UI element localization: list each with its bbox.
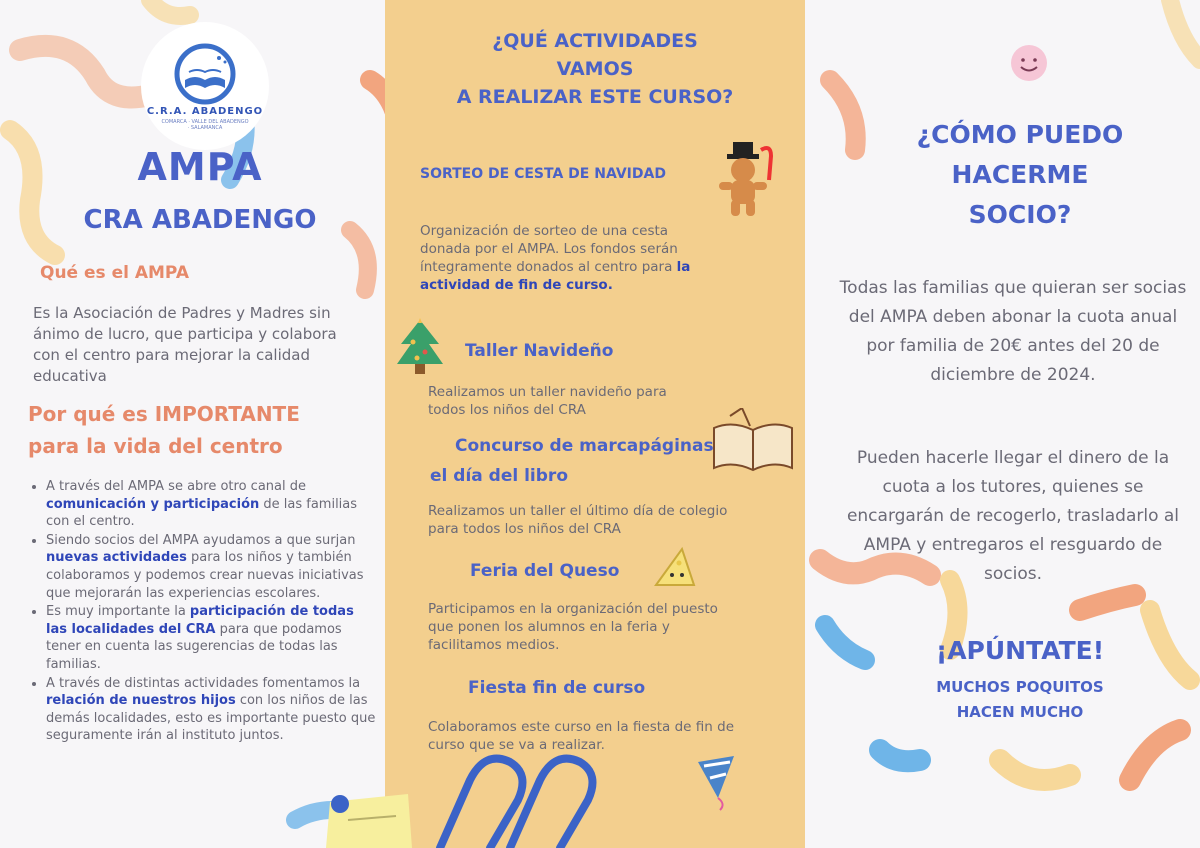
- activity-text-raffle: Organización de sorteo de una cesta donada por el AMPA. Los fondos serán íntegramente donados al centro para la actividad de fin de curso.: [420, 223, 691, 293]
- page-subtitle: CRA ABADENGO: [83, 205, 317, 235]
- christmas-tree-icon: [395, 318, 445, 380]
- list-item: • A través del AMPA se abre otro canal de comunicación y participación de las familias con el centro.: [46, 478, 378, 531]
- what-text: Es la Asociación de Padres y Madres sin ánimo de lucro, que participa y colabora con el centro para mejorar la calidad educativa: [33, 304, 337, 385]
- open-book-icon: [710, 408, 796, 476]
- activity-title-workshop: Taller Navideño: [465, 341, 614, 361]
- membership-paragraph-2: Pueden hacerle llegar el dinero de la cuota a los tutores, quienes se encargarán de recogerlo, trasladarlo al AMPA y entregaros el resguardo de socios.: [846, 448, 1180, 584]
- activity-title-bookmarks-line-2: el día del libro: [430, 466, 568, 486]
- middle-heading-line-1: ¿QUÉ ACTIVIDADES: [492, 30, 698, 52]
- right-heading-line-3: SOCIO?: [968, 200, 1072, 229]
- activity-text-end-of-year: Colaboramos este curso en la fiesta de fin de curso que se va a realizar.: [428, 719, 734, 753]
- school-logo: [141, 22, 269, 150]
- what-heading: Qué es el AMPA: [40, 263, 189, 283]
- activity-title-bookmarks: Concurso de marcapáginas: [455, 436, 714, 456]
- signup-call-to-action: ¡APÚNTATE!: [935, 636, 1105, 665]
- activity-title-end-of-year: Fiesta fin de curso: [468, 678, 646, 698]
- gingerbread-icon: [715, 140, 775, 220]
- activity-title-raffle: SORTEO DE CESTA DE NAVIDAD: [420, 166, 666, 182]
- list-item: • Siendo socios del AMPA ayudamos a que surjan nuevas actividades para los niños y también colaboramos y podemos crear nuevas iniciativas que mejorarán las experiencias escolares.: [46, 532, 378, 602]
- logo-text: C.R.A. ABADENGO: [146, 106, 264, 117]
- slogan-line-2: HACEN MUCHO: [956, 703, 1084, 721]
- why-heading-line-1: Por qué es IMPORTANTE: [28, 402, 300, 426]
- why-heading-line-2: para la vida del centro: [28, 434, 283, 458]
- benefits-list: [28, 478, 378, 746]
- logo-emblem-icon: [141, 22, 269, 112]
- right-heading-line-2: HACERME: [951, 160, 1089, 189]
- middle-heading-line-3: A REALIZAR ESTE CURSO?: [456, 86, 734, 108]
- party-hat-icon: [690, 752, 744, 812]
- right-heading: [880, 115, 1160, 235]
- list-item: • Es muy importante la participación de todas las localidades del CRA para que podamos tener en cuenta las sugerencias de todas las familias.: [46, 603, 378, 673]
- right-heading-line-1: ¿CÓMO PUEDO: [916, 120, 1124, 149]
- activity-text-cheese-fair: Participamos en la organización del puesto que ponen los alumnos en la feria y facilitamos medios.: [428, 601, 718, 653]
- smiley-icon: [1008, 42, 1050, 84]
- page-title: AMPA: [137, 145, 263, 189]
- paperclip-icon: [410, 740, 610, 848]
- activity-text-workshop: Realizamos un taller navideño para todos los niños del CRA: [428, 384, 667, 418]
- sticky-note-icon: [318, 790, 414, 848]
- cheese-icon: [652, 545, 698, 591]
- logo-subtitle: COMARCA · VALLE DEL ABADENGO · SALAMANCA: [161, 119, 249, 131]
- middle-heading-line-2: VAMOS: [556, 58, 634, 80]
- activity-text-bookmarks: Realizamos un taller el último día de colegio para todos los niños del CRA: [428, 503, 728, 537]
- slogan-line-1: MUCHOS POQUITOS: [936, 678, 1104, 696]
- membership-paragraph-1: Todas las familias que quieran ser socias del AMPA deben abonar la cuota anual por familia de 20€ antes del 20 de diciembre de 2024.: [839, 278, 1187, 385]
- list-item: • A través de distintas actividades fomentamos la relación de nuestros hijos con los niños de las demás localidades, esto es importante puesto que seguramente irán al instituto juntos.: [46, 675, 378, 745]
- activity-title-cheese-fair: Feria del Queso: [470, 561, 620, 581]
